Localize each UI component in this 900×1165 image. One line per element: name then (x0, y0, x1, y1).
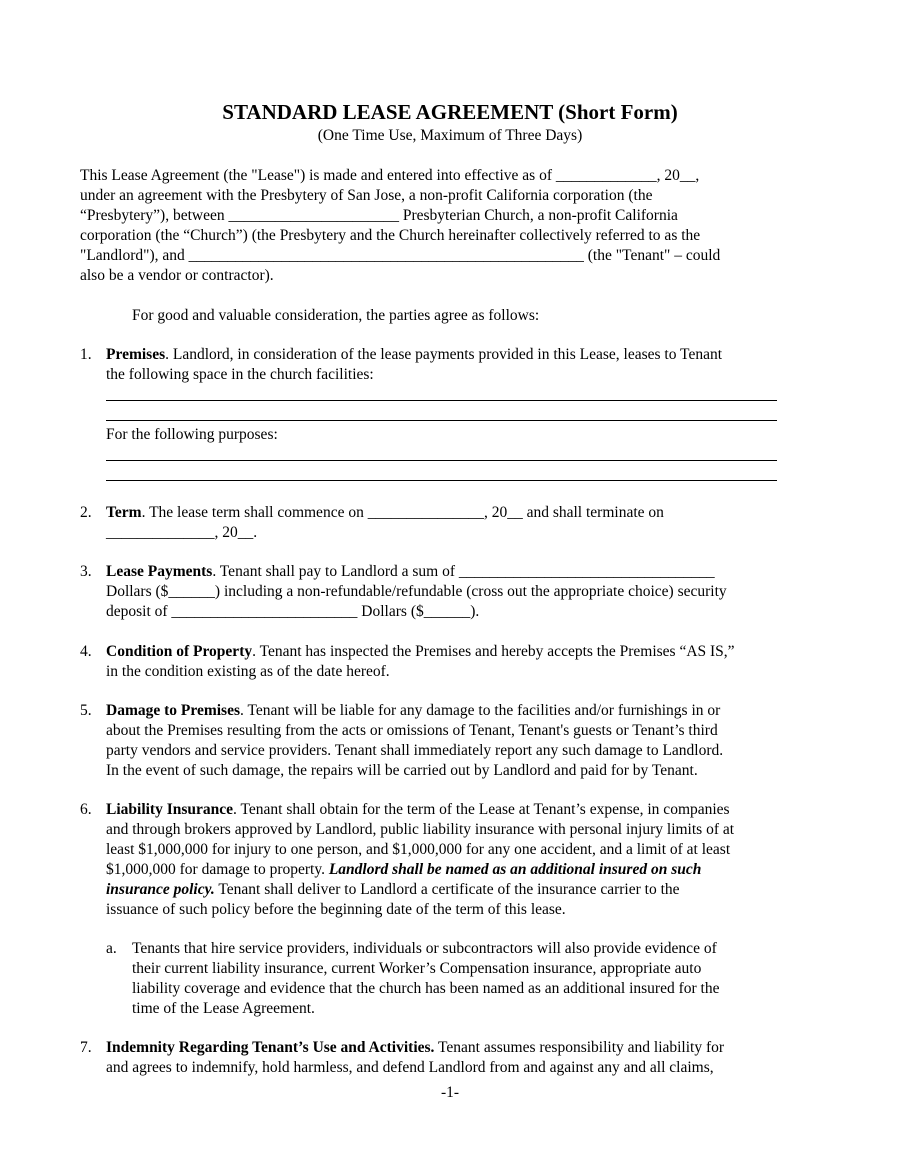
consideration-line: For good and valuable consideration, the parties agree as follows: (132, 307, 540, 324)
section-6-line-3: least $1,000,000 for injury to one person, and $1,000,000 for any one accident, and a limit of at least (106, 841, 731, 858)
section-6-number: 6. (80, 801, 92, 818)
section-4-heading: Condition of Property (106, 643, 253, 660)
section-6a-line-4: time of the Lease Agreement. (132, 1000, 315, 1017)
intro-line-1: This Lease Agreement (the "Lease") is made and entered into effective as of _____________, 20__, (80, 167, 700, 184)
intro-line-3: “Presbytery”), between ______________________ Presbyterian Church, a non-profit California (80, 207, 678, 224)
intro-line-2: under an agreement with the Presbytery of San Jose, a non-profit California corporation (the (80, 187, 653, 204)
section-2-line-1 (106, 503, 664, 522)
section-1-heading: Premises (106, 346, 166, 363)
section-5-line-2: about the Premises resulting from the acts or omissions of Tenant, Tenant's guests or Tenant’s third (106, 722, 718, 739)
section-3-line-3: deposit of ________________________ Dollars ($______). (106, 603, 480, 620)
blank-line-premises-2 (106, 420, 777, 421)
section-1-number: 1. (80, 346, 92, 363)
section-1-line-2: the following space in the church facilities: (106, 366, 374, 383)
section-3-text-1: . Tenant shall pay to Landlord a sum of _________________________________ (212, 563, 715, 580)
intro-line-4: corporation (the “Church”) (the Presbytery and the Church hereinafter collectively referred to as the (80, 227, 701, 244)
section-6-line-4 (106, 860, 701, 879)
page-number: -1- (440, 1084, 460, 1101)
section-6-text-5b: Tenant shall deliver to Landlord a certificate of the insurance carrier to the (214, 881, 680, 898)
section-6-emphasis-1: Landlord shall be named as an additional insured on such (328, 861, 702, 878)
section-6-heading: Liability Insurance (106, 801, 234, 818)
section-5-line-3: party vendors and service providers. Tenant shall immediately report any such damage to Landlord. (106, 742, 724, 759)
section-7-line-2: and agrees to indemnify, hold harmless, and defend Landlord from and against any and all claims, (106, 1059, 714, 1076)
intro-line-5: "Landlord"), and ___________________________________________________ (the "Tenant" – could (80, 247, 721, 264)
section-5-line-1 (106, 701, 720, 720)
intro-line-6: also be a vendor or contractor). (80, 267, 274, 284)
section-3-line-1 (106, 562, 715, 581)
section-1-text-1: . Landlord, in consideration of the lease payments provided in this Lease, leases to Tenant (165, 346, 723, 363)
section-4-text-1: . Tenant has inspected the Premises and hereby accepts the Premises “AS IS,” (252, 643, 735, 660)
section-6a-line-3: liability coverage and evidence that the church has been named as an additional insured for the (132, 980, 720, 997)
section-6-emphasis-2: insurance policy. (106, 881, 215, 898)
blank-line-premises-1 (106, 400, 777, 401)
section-2-number: 2. (80, 504, 92, 521)
section-2-heading: Term (106, 504, 142, 521)
blank-line-purposes-1 (106, 460, 777, 461)
section-6a-line-2: their current liability insurance, current Worker’s Compensation insurance, appropriate auto (132, 960, 702, 977)
section-4-number: 4. (80, 643, 92, 660)
blank-line-purposes-2 (106, 480, 777, 481)
section-3-number: 3. (80, 563, 92, 580)
section-6-text-4a: $1,000,000 for damage to property. (106, 861, 329, 878)
section-5-heading: Damage to Premises (106, 702, 241, 719)
section-6a-letter: a. (106, 940, 117, 957)
section-3-heading: Lease Payments (106, 563, 213, 580)
section-7-number: 7. (80, 1039, 92, 1056)
purposes-label: For the following purposes: (106, 426, 278, 443)
section-6-line-5 (106, 880, 680, 899)
section-7-heading: Indemnity Regarding Tenant’s Use and Activities. (106, 1039, 435, 1056)
section-7-line-1 (106, 1038, 724, 1057)
section-6a-line-1: Tenants that hire service providers, individuals or subcontractors will also provide evidence of (132, 940, 717, 957)
section-4-line-1 (106, 642, 735, 661)
section-6-text-1: . Tenant shall obtain for the term of the Lease at Tenant’s expense, in companies (233, 801, 730, 818)
section-2-line-2: ______________, 20__. (106, 524, 258, 541)
document-title: STANDARD LEASE AGREEMENT (Short Form) (222, 100, 678, 124)
section-7-text-1: Tenant assumes responsibility and liability for (434, 1039, 725, 1056)
section-6-line-1 (106, 800, 730, 819)
section-3-line-2: Dollars ($______) including a non-refundable/refundable (cross out the appropriate choice) security (106, 583, 727, 600)
section-4-line-2: in the condition existing as of the date hereof. (106, 663, 390, 680)
section-6-line-6: issuance of such policy before the beginning date of the term of this lease. (106, 901, 566, 918)
document-subtitle: (One Time Use, Maximum of Three Days) (317, 127, 583, 144)
section-1-line-1 (106, 345, 722, 364)
section-6-line-2: and through brokers approved by Landlord, public liability insurance with personal injury limits of at (106, 821, 735, 838)
section-5-number: 5. (80, 702, 92, 719)
section-2-text-1: . The lease term shall commence on _______________, 20__ and shall terminate on (141, 504, 664, 521)
section-5-text-1: . Tenant will be liable for any damage to the facilities and/or furnishings in or (240, 702, 721, 719)
section-5-line-4: In the event of such damage, the repairs will be carried out by Landlord and paid for by Tenant. (106, 762, 698, 779)
